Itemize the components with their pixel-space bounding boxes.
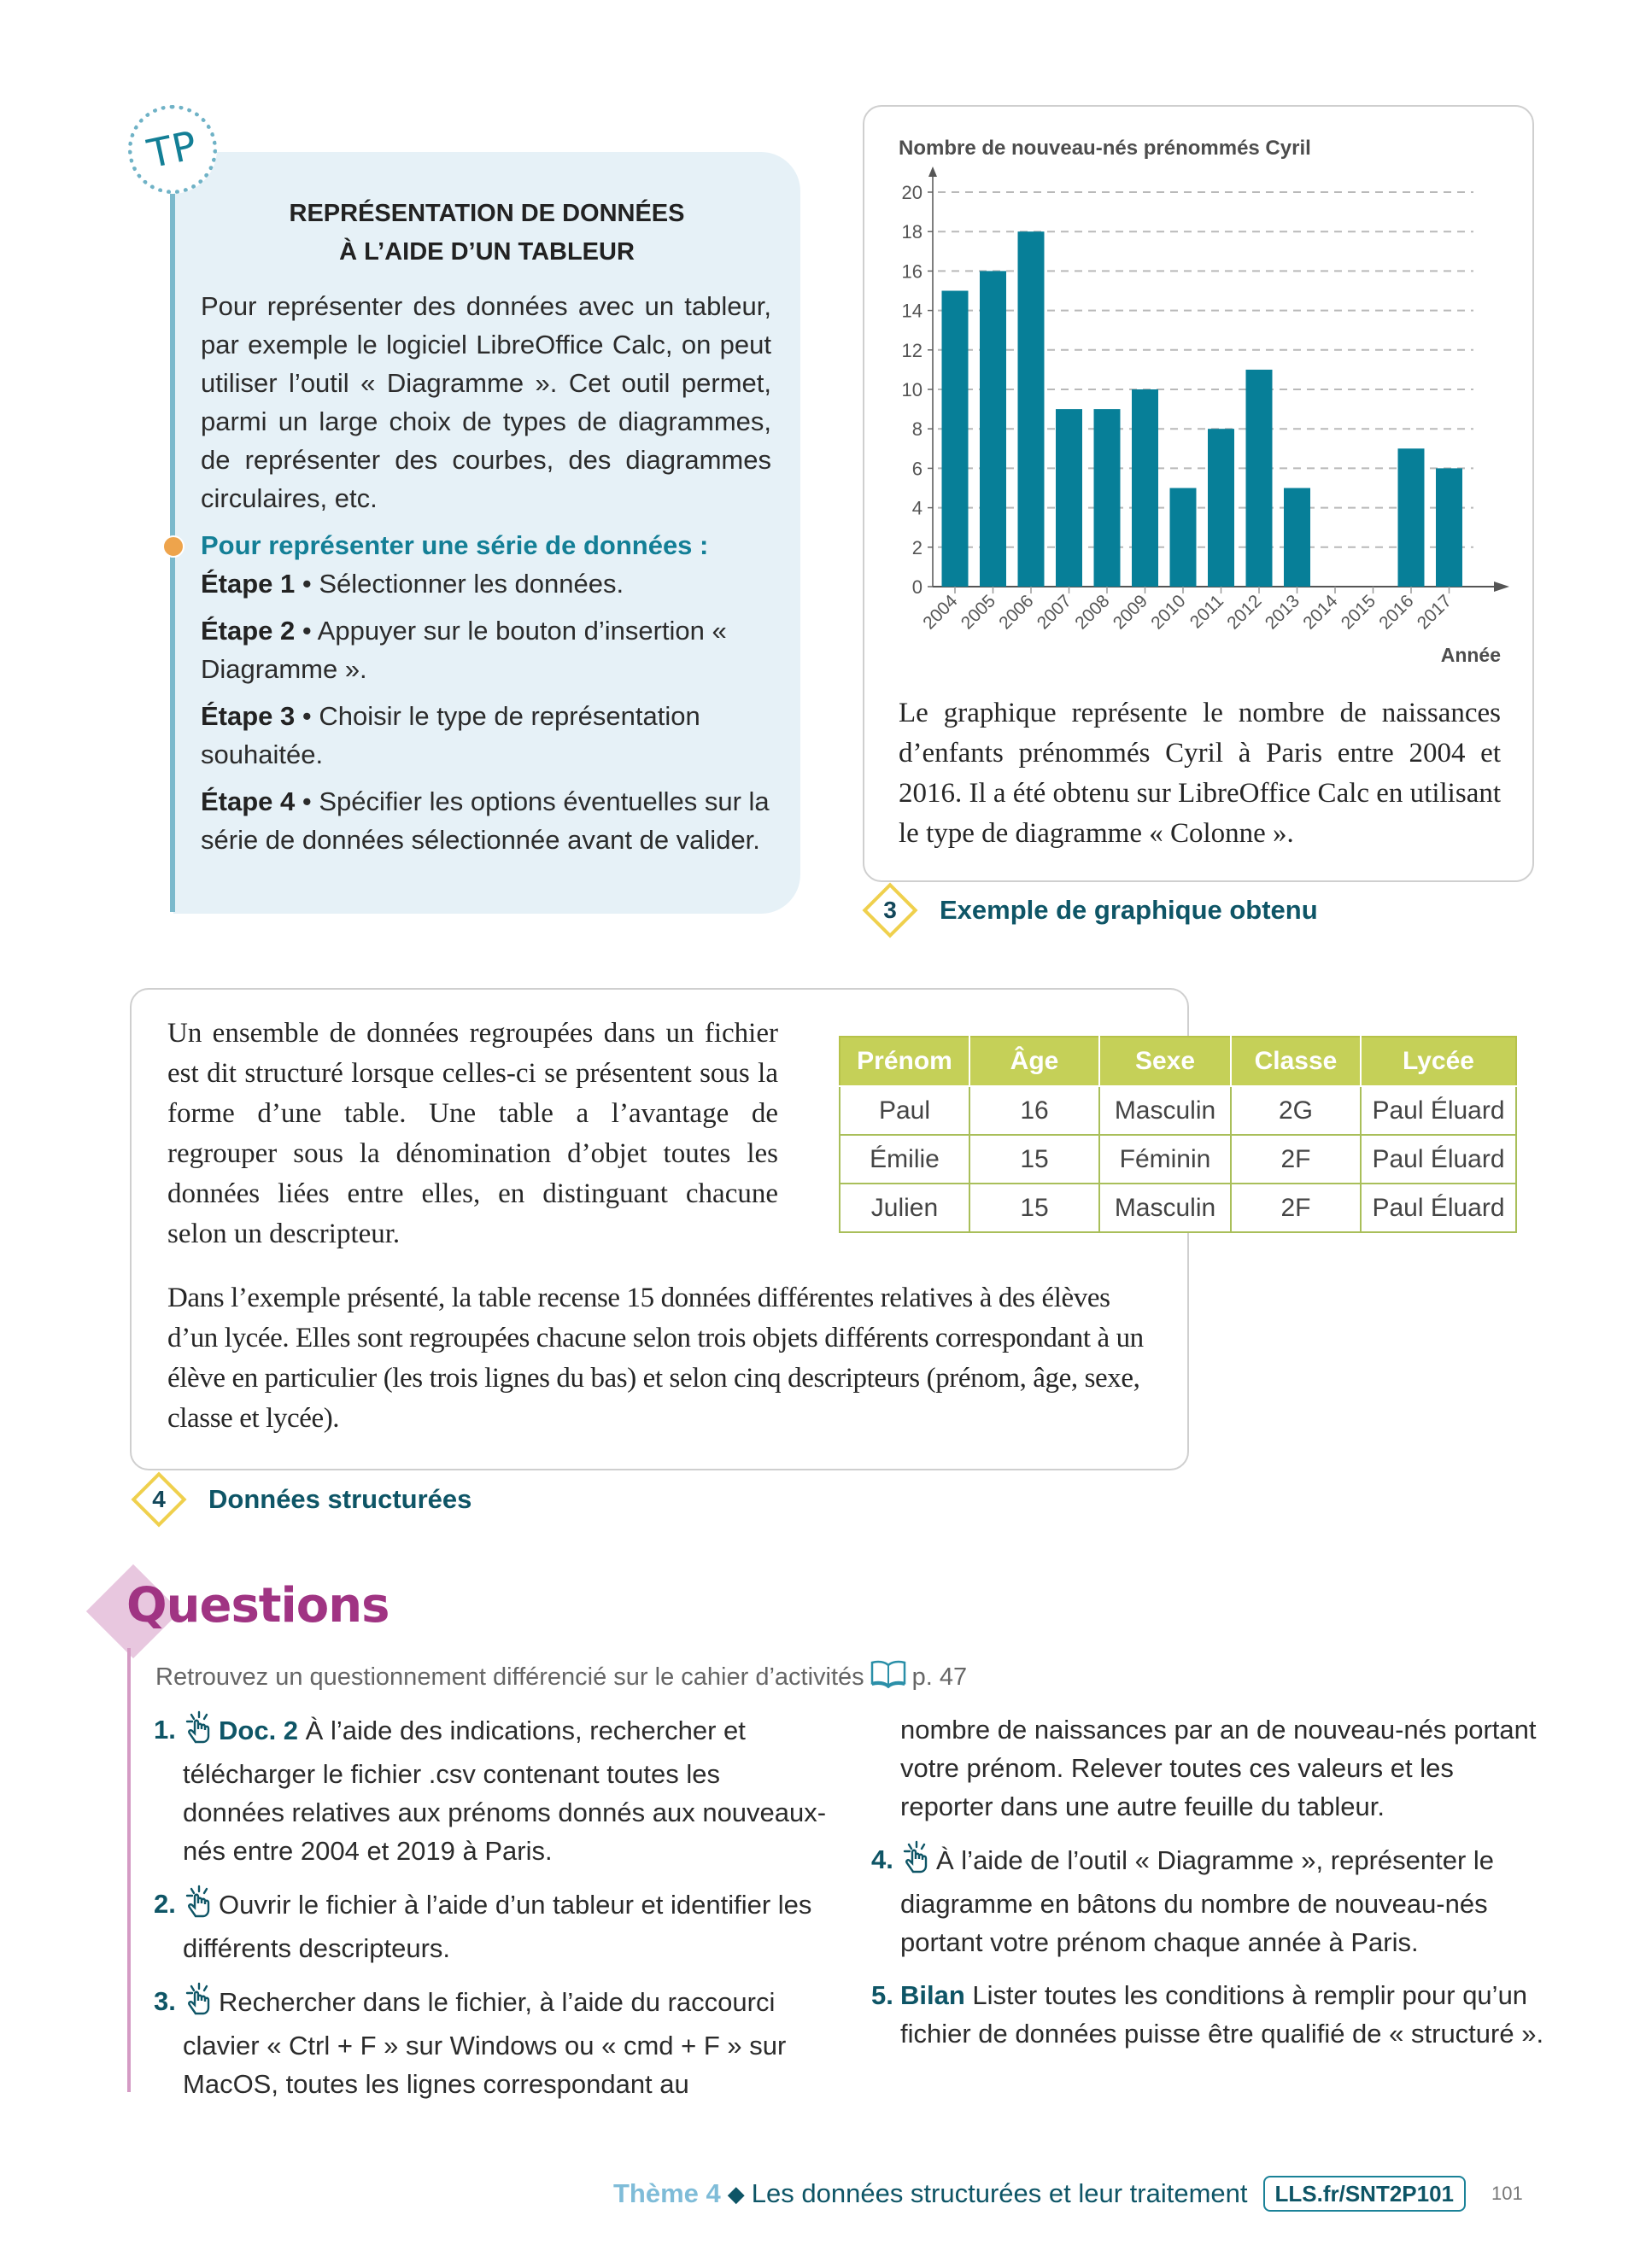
hand-click-icon <box>183 1885 215 1929</box>
cell: Masculin <box>1099 1184 1231 1232</box>
question-number: 1. <box>154 1715 176 1745</box>
step-label: Étape 4 <box>201 786 296 816</box>
bar-chart <box>888 167 1512 679</box>
question-item-1 <box>154 1710 829 1870</box>
col-header: Prénom <box>840 1037 969 1086</box>
bullet-dot-icon <box>162 535 184 558</box>
tp-subtitle: Pour représenter une série de données : <box>201 530 709 560</box>
svg-text:Année: Année <box>1440 644 1501 666</box>
tp-step: Étape 4 • Spécifier les options éventuelles sur la série de données sélectionnée avant de valider. <box>201 786 770 855</box>
svg-text:2017: 2017 <box>1413 591 1456 634</box>
cell: Féminin <box>1099 1135 1231 1184</box>
svg-text:20: 20 <box>901 182 922 203</box>
questions-intro-text: Retrouvez un questionnement différencié sur le cahier d’activités <box>155 1663 864 1691</box>
svg-text:2005: 2005 <box>957 591 1000 634</box>
doc4-title: Données structurées <box>208 1484 472 1514</box>
svg-text:2009: 2009 <box>1109 591 1152 634</box>
svg-text:2013: 2013 <box>1261 591 1304 634</box>
cell: Paul Éluard <box>1361 1086 1516 1135</box>
svg-text:8: 8 <box>911 418 922 441</box>
tp-title <box>222 195 752 272</box>
cell: 2F <box>1231 1135 1361 1184</box>
tp-title-line2: À L’AIDE D’UN TABLEUR <box>339 238 635 266</box>
tp-step: Étape 3 • Choisir le type de représentation souhaitée. <box>201 701 700 769</box>
question-item-2 <box>154 1885 829 1967</box>
page-number: 101 <box>1491 2183 1523 2204</box>
svg-text:2016: 2016 <box>1375 591 1418 634</box>
cell: Émilie <box>840 1135 969 1184</box>
question-text: nombre de naissances par an de nouveau-nés portant votre prénom. Relever toutes ces valeurs et les reporter dans une autre feuille du tableur. <box>900 1715 1537 1821</box>
hand-click-icon <box>183 1982 215 2026</box>
question-bilan-label: Bilan <box>900 1980 965 2010</box>
svg-text:14: 14 <box>901 300 922 322</box>
question-doc-ref: Doc. 2 <box>219 1716 299 1745</box>
question-number: 2. <box>154 1889 176 1919</box>
data-text-intro: Un ensemble de données regroupées dans un fichier est dit structuré lorsque celles-ci se présentent sous la forme d’une table. Une table a l’avantage de regrouper sous la dénomination d’objet toutes les données liées entre elles, en distinguant chacune selon un descripteur. <box>167 1018 778 1249</box>
tp-step: Étape 1 • Sélectionner les données. <box>201 569 624 599</box>
footer-theme: Thème 4 <box>613 2178 721 2208</box>
chart-caption: Le graphique représente le nombre de naissances d’enfants prénommés Cyril à Paris entre 2004 et 2016. Il a été obtenu sur LibreOffice Calc en utilisant le type de diagramme « Colonne ». <box>899 698 1502 849</box>
svg-text:4: 4 <box>911 497 922 519</box>
question-text: Rechercher dans le fichier, à l’aide du raccourci clavier « Ctrl + F » sur Windows ou « cmd + F » sur MacOS, toutes les lignes correspondant au <box>183 1987 787 2099</box>
step-label: Étape 1 <box>201 569 296 599</box>
svg-text:2008: 2008 <box>1071 591 1114 634</box>
cell: 2F <box>1231 1184 1361 1232</box>
page-footer <box>613 2176 1523 2212</box>
question-number: 5. <box>871 1980 893 2010</box>
svg-text:2: 2 <box>911 536 922 558</box>
question-item-4 <box>871 1840 1546 1961</box>
questions-left-column <box>154 1710 829 2118</box>
cell: 15 <box>969 1184 1099 1232</box>
step-text: Choisir le type de représentation souhaitée. <box>201 701 700 769</box>
table-row <box>840 1184 1516 1232</box>
step-label: Étape 2 <box>201 616 296 646</box>
step-label: Étape 3 <box>201 701 296 731</box>
step-text: Sélectionner les données. <box>319 569 624 599</box>
chart-y-axis-label: Nombre de nouveau-nés prénommés Cyril <box>899 137 1311 160</box>
book-icon <box>870 1659 907 1695</box>
doc3-number: 3 <box>883 897 897 923</box>
question-text: Lister toutes les conditions à remplir pour qu’un fichier de données puisse être qualifié de « structuré ». <box>900 1980 1544 2049</box>
question-text: À l’aide des indications, rechercher et télécharger le fichier .csv contenant toutes les données relatives aux prénoms donnés aux nouveaux-nés entre 2004 et 2019 à Paris. <box>183 1716 827 1866</box>
question-item-5 <box>871 1976 1546 2053</box>
question-text: À l’aide de l’outil « Diagramme », représenter le diagramme en bâtons du nombre de nouveau-nés portant votre prénom chaque année à Paris. <box>900 1845 1495 1957</box>
tp-step: Étape 2 • Appuyer sur le bouton d’insertion « Diagramme ». <box>201 616 727 684</box>
step-text: Spécifier les options éventuelles sur la série de données sélectionnée avant de valider. <box>201 786 770 855</box>
doc3-label <box>861 881 1318 939</box>
col-header: Sexe <box>1099 1037 1231 1086</box>
svg-text:10: 10 <box>901 379 922 400</box>
svg-text:2010: 2010 <box>1147 591 1190 634</box>
svg-text:2004: 2004 <box>919 591 962 634</box>
doc4-label <box>130 1470 472 1529</box>
table-header-row <box>840 1037 1516 1086</box>
questions-intro-page: p. 47 <box>911 1663 968 1691</box>
svg-text:18: 18 <box>901 221 922 243</box>
svg-text:2006: 2006 <box>995 591 1038 634</box>
cell: Julien <box>840 1184 969 1232</box>
svg-text:12: 12 <box>901 339 922 361</box>
hand-click-icon <box>183 1710 215 1755</box>
col-header: Lycée <box>1361 1037 1516 1086</box>
cell: 15 <box>969 1135 1099 1184</box>
footer-title: Les données structurées et leur traitement <box>751 2178 1248 2208</box>
tp-badge <box>128 105 217 194</box>
diamond-separator-icon: ◆ <box>727 2180 745 2207</box>
svg-text:6: 6 <box>911 458 922 480</box>
questions-right-column <box>871 1710 1546 2067</box>
tp-title-line1: REPRÉSENTATION DE DONNÉES <box>289 200 685 227</box>
svg-text:2007: 2007 <box>1033 591 1076 634</box>
table-row <box>840 1135 1516 1184</box>
data-text-example: Dans l’exemple présenté, la table recense 15 données différentes relatives à des élèves d’un lycée. Elles sont regroupées chacune selon trois objets différents correspondant à un élève en particulier (les trois lignes du bas) et selon cinq descripteurs (prénom, âge, sexe, classe et lycée). <box>167 1283 1144 1434</box>
footer-link[interactable]: LLS.fr/SNT2P101 <box>1263 2176 1467 2212</box>
question-number: 4. <box>871 1844 893 1874</box>
doc4-number: 4 <box>152 1486 166 1512</box>
questions-title: Questions <box>126 1578 390 1634</box>
cell: 2G <box>1231 1086 1361 1135</box>
cell: Paul <box>840 1086 969 1135</box>
question-text: Ouvrir le fichier à l’aide d’un tableur et identifier les différents descripteurs. <box>183 1890 812 1963</box>
tp-badge-label: TP <box>144 121 202 178</box>
svg-text:0: 0 <box>911 576 922 598</box>
students-table <box>839 1036 1517 1233</box>
tp-steps <box>201 564 771 868</box>
question-item-3-continued <box>871 1710 1546 1826</box>
cell: Masculin <box>1099 1086 1231 1135</box>
questions-rail <box>127 1648 131 2092</box>
table-row <box>840 1086 1516 1135</box>
tp-intro: Pour représenter des données avec un tableur, par exemple le logiciel LibreOffice Calc, on peut utiliser l’outil « Diagramme ». Cet outil permet, parmi un large choix de types de diagrammes, de représenter des courbes, des diagrammes circulaires, etc. <box>201 291 771 513</box>
hand-click-icon <box>900 1840 933 1885</box>
svg-text:2014: 2014 <box>1299 591 1342 634</box>
question-item-3 <box>154 1982 829 2103</box>
svg-text:2011: 2011 <box>1186 591 1228 633</box>
questions-intro <box>155 1659 967 1695</box>
question-number: 3. <box>154 1986 176 2016</box>
col-header: Classe <box>1231 1037 1361 1086</box>
col-header: Âge <box>969 1037 1099 1086</box>
svg-text:16: 16 <box>901 260 922 283</box>
cell: Paul Éluard <box>1361 1135 1516 1184</box>
cell: Paul Éluard <box>1361 1184 1516 1232</box>
svg-text:2015: 2015 <box>1337 591 1380 634</box>
doc3-title: Exemple de graphique obtenu <box>940 895 1318 925</box>
cell: 16 <box>969 1086 1099 1135</box>
svg-text:2012: 2012 <box>1223 591 1266 634</box>
step-text: Appuyer sur le bouton d’insertion « Diagramme ». <box>201 616 727 684</box>
